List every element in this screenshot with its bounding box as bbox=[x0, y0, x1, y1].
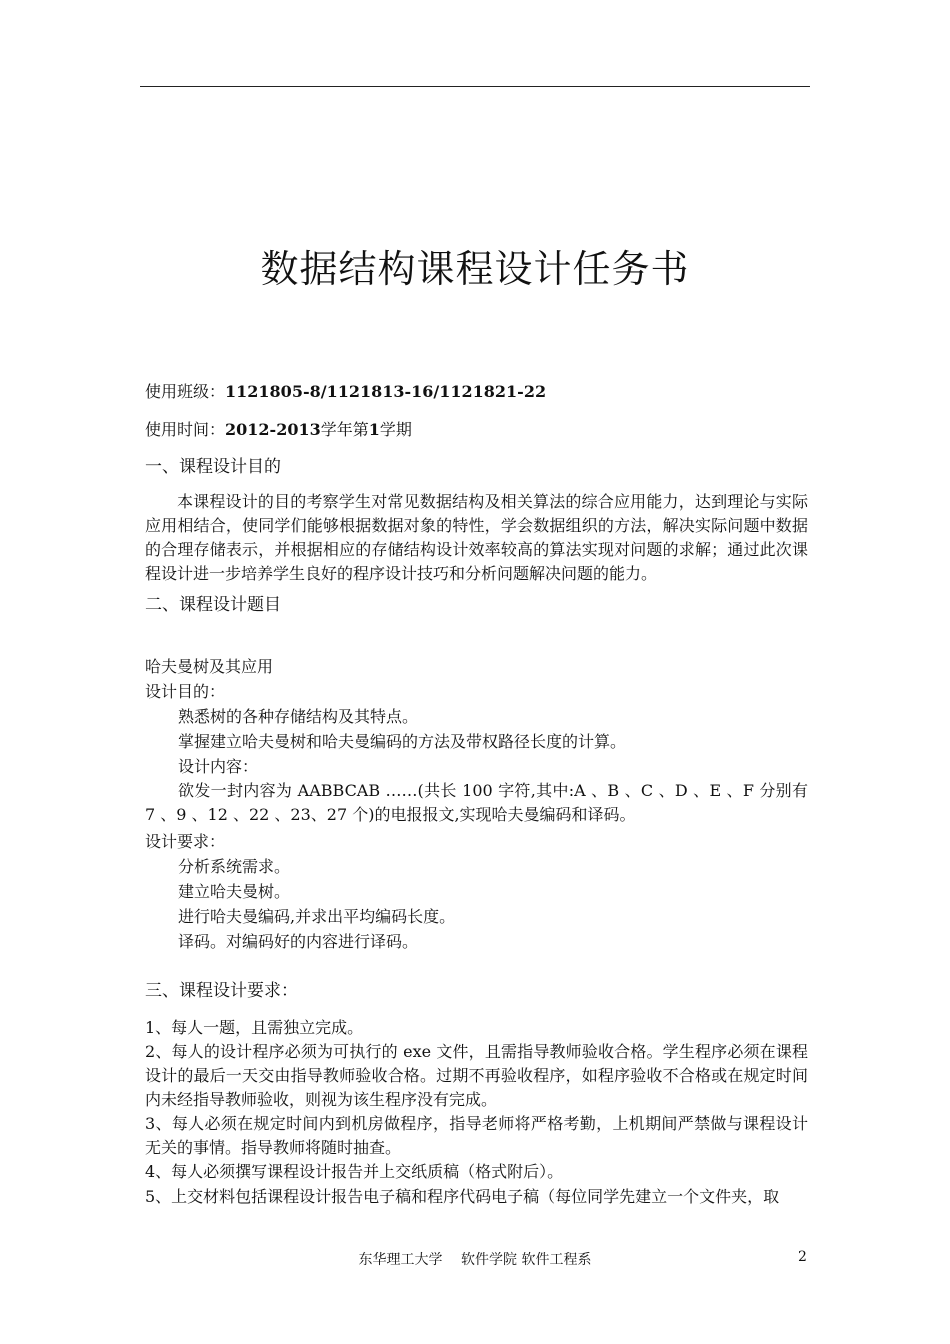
section1-heading: 一、课程设计目的 bbox=[145, 457, 281, 477]
usage-time-mid: 学年第 bbox=[320, 420, 369, 439]
req-item: 建立哈夫曼树。 bbox=[178, 882, 291, 901]
requirement-item: 5、上交材料包括课程设计报告电子稿和程序代码电子稿（每位同学先建立一个文件夹，取 bbox=[145, 1187, 780, 1206]
usage-time-suffix: 学期 bbox=[379, 420, 412, 439]
section3-heading: 三、课程设计要求： bbox=[145, 981, 298, 1001]
aim-item: 掌握建立哈夫曼树和哈夫曼编码的方法及带权路径长度的计算。 bbox=[178, 732, 627, 751]
usage-class bbox=[145, 381, 546, 403]
aim-label: 设计目的： bbox=[145, 682, 226, 701]
req-item: 进行哈夫曼编码,并求出平均编码长度。 bbox=[178, 907, 456, 926]
requirement-item: 1、每人一题，且需独立完成。 bbox=[145, 1018, 364, 1037]
requirement-item: 2、每人的设计程序必须为可执行的 exe 文件，且需指导教师验收合格。学生程序必须在课程设计的最后一天交由指导教师验收合格。过期不再验收程序，如程序验收不合格或在规定时间内未经指导教师验收，则视为该生程序没有完成。 bbox=[145, 1042, 808, 1109]
page-footer: 东华理工大学 软件学院 软件工程系 bbox=[358, 1252, 592, 1268]
page-number: 2 bbox=[798, 1249, 807, 1265]
header-rule bbox=[140, 86, 810, 87]
aim-item: 熟悉树的各种存储结构及其特点。 bbox=[178, 707, 419, 726]
usage-time-label: 使用时间： bbox=[145, 420, 226, 439]
usage-time bbox=[145, 419, 412, 441]
usage-class-label: 使用班级： bbox=[145, 382, 226, 401]
req-item: 分析系统需求。 bbox=[178, 857, 291, 876]
req-item: 译码。对编码好的内容进行译码。 bbox=[178, 932, 419, 951]
usage-time-year: 2012-2013 bbox=[225, 420, 321, 439]
requirement-item: 4、每人必须撰写课程设计报告并上交纸质稿（格式附后）。 bbox=[145, 1162, 564, 1181]
usage-class-value: 1121805-8/1121813-16/1121821-22 bbox=[225, 382, 547, 401]
page-title: 数据结构课程设计任务书 bbox=[260, 247, 690, 291]
section1-text: 本课程设计的目的考察学生对常见数据结构及相关算法的综合应用能力，达到理论与实际应用相结合，使同学们能够根据数据对象的特性，学会数据组织的方法，解决实际问题中数据的合理存储表示，并根据相应的存储结构设计效率较高的算法实现对问题的求解；通过此次课程设计进一步培养学生良好的程序设计技巧和分析问题解决问题的能力。 bbox=[145, 492, 808, 583]
usage-time-term: 1 bbox=[368, 420, 380, 439]
req-label: 设计要求： bbox=[145, 832, 226, 851]
section2-heading: 二、课程设计题目 bbox=[145, 595, 281, 615]
requirement-item: 3、每人必须在规定时间内到机房做程序，指导老师将严格考勤，上机期间严禁做与课程设计无关的事情。指导教师将随时抽查。 bbox=[145, 1114, 808, 1157]
content-label: 设计内容： bbox=[178, 757, 259, 776]
topic-title: 哈夫曼树及其应用 bbox=[145, 657, 274, 676]
content-text: 欲发一封内容为 AABBCAB ……(共长 100 字符,其中:A 、B 、C 、D 、E 、F 分别有 7 、9 、12 、22 、23、27 个)的电报报文,实现哈夫曼编码和译码。 bbox=[145, 781, 808, 824]
